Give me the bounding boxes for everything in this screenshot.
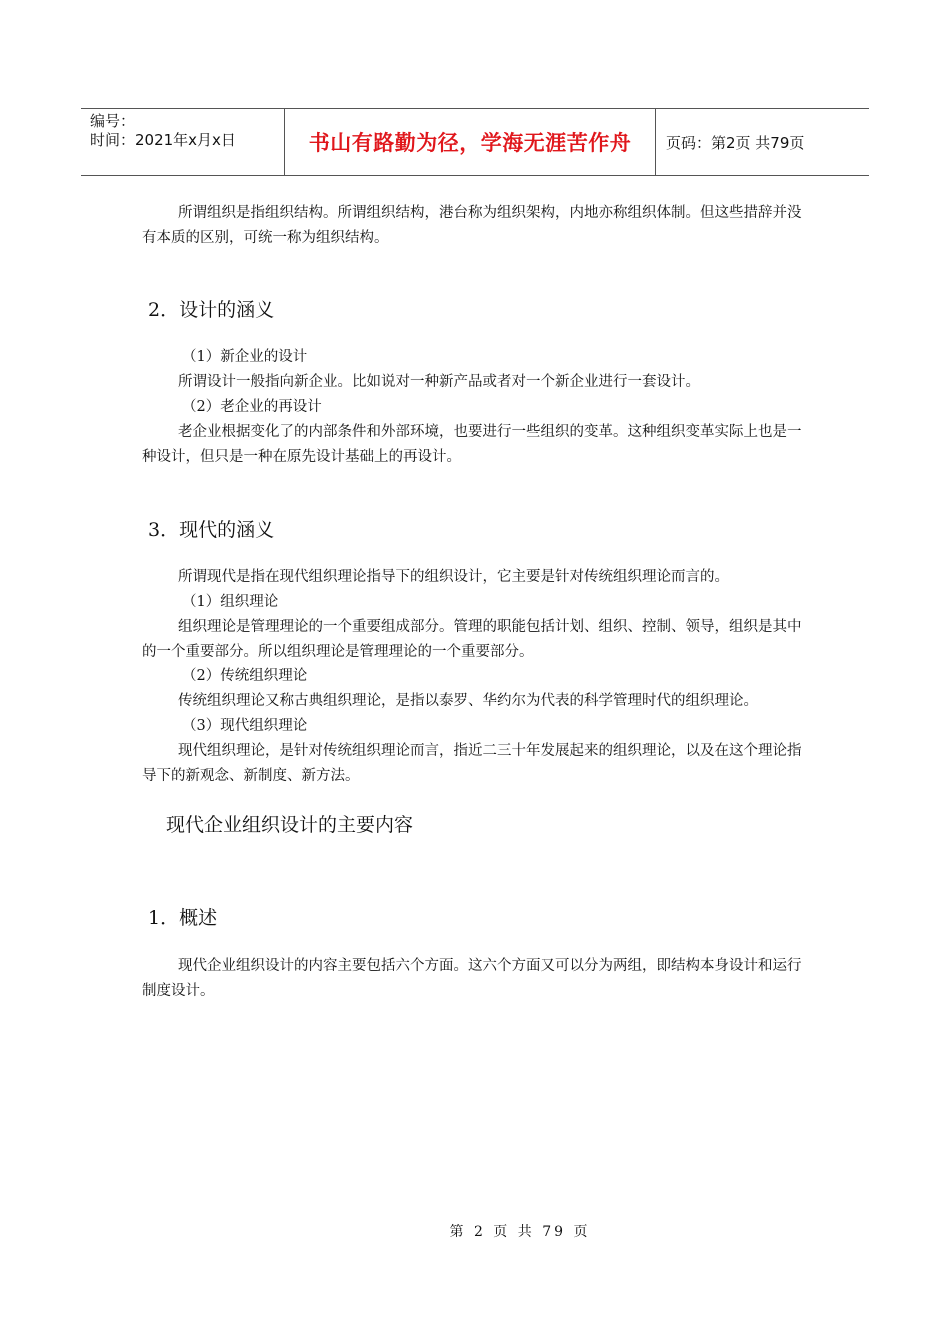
paragraph-overview: 现代企业组织设计的内容主要包括六个方面。这六个方面又可以分为两组，即结构本身设计和运行制度设计。 bbox=[142, 958, 802, 999]
subheading-new-enterprise: （1）新企业的设计 bbox=[182, 349, 308, 365]
document-time-label: 时间：2021年x月x日 bbox=[90, 131, 236, 149]
paragraph-old-enterprise: 老企业根据变化了的内部条件和外部环境，也要进行一些组织的变革。这种组织变革实际上也是一种设计，但只是一种在原先设计基础上的再设计。 bbox=[142, 424, 802, 465]
paragraph-traditional-theory: 传统组织理论又称古典组织理论，是指以泰罗、华约尔为代表的科学管理时代的组织理论。 bbox=[178, 693, 758, 709]
header-page-number: 页码：第2页 共79页 bbox=[666, 133, 805, 152]
subheading-traditional-theory: （2）传统组织理论 bbox=[182, 668, 308, 684]
page-header bbox=[81, 108, 869, 176]
subheading-old-enterprise: （2）老企业的再设计 bbox=[182, 399, 322, 415]
paragraph-modern-theory: 现代组织理论，是针对传统组织理论而言，指近二三十年发展起来的组织理论，以及在这个理论指导下的新观念、新制度、新方法。 bbox=[142, 743, 802, 784]
section-title-main-content: 现代企业组织设计的主要内容 bbox=[166, 814, 414, 836]
paragraph-new-enterprise: 所谓设计一般指向新企业。比如说对一种新产品或者对一个新企业进行一套设计。 bbox=[178, 374, 700, 390]
header-motto: 书山有路勤为径，学海无涯苦作舟 bbox=[308, 131, 632, 155]
header-meta bbox=[81, 109, 285, 175]
paragraph-organization-theory: 组织理论是管理理论的一个重要组成部分。管理的职能包括计划、组织、控制、领导，组织是其中的一个重要部分。所以组织理论是管理理论的一个重要部分。 bbox=[142, 619, 802, 660]
page-footer: 第 2 页 共 79 页 bbox=[449, 1224, 591, 1240]
paragraph-modern-definition: 所谓现代是指在现代组织理论指导下的组织设计，它主要是针对传统组织理论而言的。 bbox=[178, 569, 729, 585]
subheading-organization-theory: （1）组织理论 bbox=[182, 594, 279, 610]
paragraph-organization-definition: 所谓组织是指组织结构。所谓组织结构，港台称为组织架构，内地亦称组织体制。但这些措辞并没有本质的区别，可统一称为组织结构。 bbox=[142, 205, 802, 246]
header-motto-cell bbox=[285, 109, 656, 175]
heading-overview: 1．概述 bbox=[148, 907, 218, 929]
subheading-modern-theory: （3）现代组织理论 bbox=[182, 718, 308, 734]
heading-modern-meaning: 3．现代的涵义 bbox=[148, 519, 275, 541]
document-number-label: 编号： bbox=[90, 112, 136, 130]
header-page-cell bbox=[656, 109, 869, 175]
heading-design-meaning: 2．设计的涵义 bbox=[148, 299, 275, 321]
